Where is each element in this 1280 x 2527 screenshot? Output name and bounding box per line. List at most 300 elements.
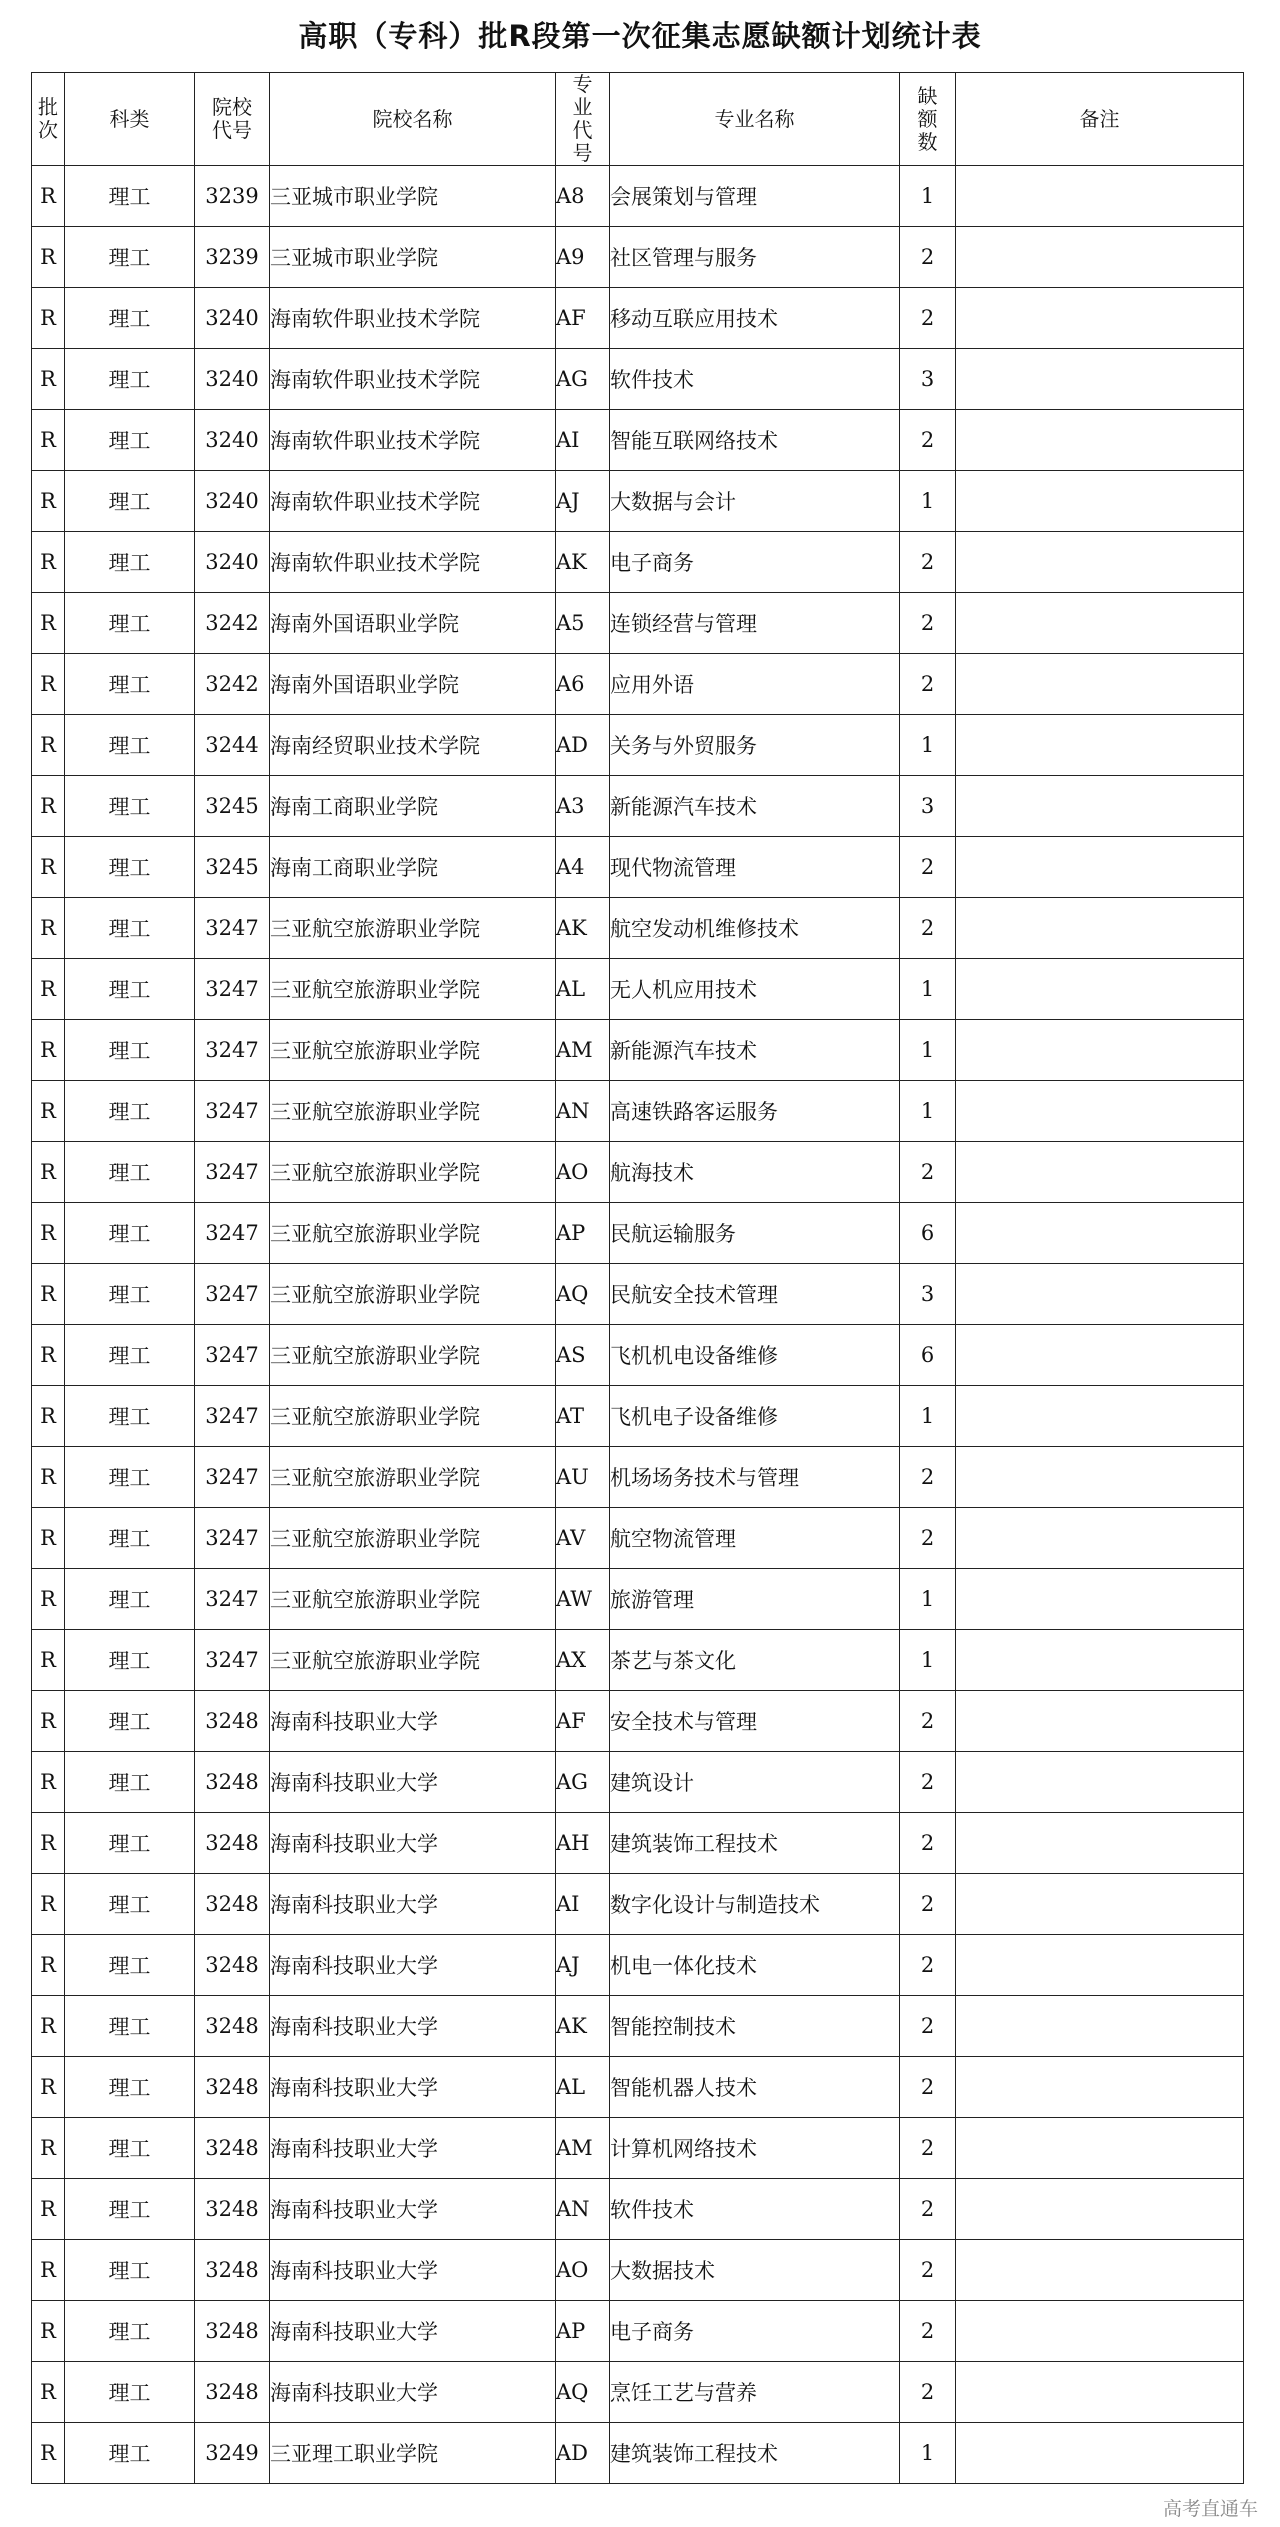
cell-shortfall: 2 xyxy=(900,532,956,593)
cell-major-name: 智能机器人技术 xyxy=(610,2057,900,2118)
table-row xyxy=(32,837,1244,898)
cell-batch: R xyxy=(32,1264,65,1325)
cell-shortfall: 2 xyxy=(900,1691,956,1752)
cell-school-code: 3242 xyxy=(195,593,270,654)
cell-school-name: 三亚城市职业学院 xyxy=(270,227,556,288)
cell-major-code: AW xyxy=(556,1569,610,1630)
cell-remark xyxy=(956,1691,1244,1752)
cell-batch: R xyxy=(32,166,65,227)
cell-category: 理工 xyxy=(65,2301,195,2362)
table-row xyxy=(32,1813,1244,1874)
cell-major-code: AM xyxy=(556,2118,610,2179)
cell-major-code: AP xyxy=(556,2301,610,2362)
table-row xyxy=(32,2179,1244,2240)
cell-batch: R xyxy=(32,349,65,410)
cell-category: 理工 xyxy=(65,349,195,410)
cell-major-code: A9 xyxy=(556,227,610,288)
table-row xyxy=(32,1569,1244,1630)
table-row xyxy=(32,1508,1244,1569)
table-row xyxy=(32,166,1244,227)
cell-remark xyxy=(956,349,1244,410)
cell-major-name: 社区管理与服务 xyxy=(610,227,900,288)
cell-batch: R xyxy=(32,776,65,837)
cell-major-name: 机场场务技术与管理 xyxy=(610,1447,900,1508)
cell-remark xyxy=(956,2362,1244,2423)
cell-school-name: 海南科技职业大学 xyxy=(270,1996,556,2057)
cell-shortfall: 2 xyxy=(900,1447,956,1508)
cell-remark xyxy=(956,532,1244,593)
cell-shortfall: 1 xyxy=(900,1630,956,1691)
cell-category: 理工 xyxy=(65,1203,195,1264)
cell-category: 理工 xyxy=(65,1264,195,1325)
cell-remark xyxy=(956,1508,1244,1569)
cell-school-code: 3247 xyxy=(195,1630,270,1691)
cell-category: 理工 xyxy=(65,1569,195,1630)
cell-category: 理工 xyxy=(65,2057,195,2118)
table-row xyxy=(32,1447,1244,1508)
table-row xyxy=(32,2240,1244,2301)
cell-major-code: AG xyxy=(556,1752,610,1813)
cell-major-code: AH xyxy=(556,1813,610,1874)
cell-remark xyxy=(956,1020,1244,1081)
cell-major-name: 数字化设计与制造技术 xyxy=(610,1874,900,1935)
cell-school-name: 三亚航空旅游职业学院 xyxy=(270,1325,556,1386)
cell-major-name: 智能互联网络技术 xyxy=(610,410,900,471)
cell-remark xyxy=(956,1630,1244,1691)
cell-major-name: 关务与外贸服务 xyxy=(610,715,900,776)
cell-remark xyxy=(956,288,1244,349)
cell-major-code: AJ xyxy=(556,471,610,532)
cell-shortfall: 1 xyxy=(900,1081,956,1142)
cell-category: 理工 xyxy=(65,1142,195,1203)
cell-category: 理工 xyxy=(65,1386,195,1447)
cell-shortfall: 1 xyxy=(900,1569,956,1630)
cell-shortfall: 2 xyxy=(900,1935,956,1996)
table-row xyxy=(32,532,1244,593)
cell-major-name: 飞机电子设备维修 xyxy=(610,1386,900,1447)
cell-batch: R xyxy=(32,2057,65,2118)
header-batch: 批次 xyxy=(32,73,65,166)
cell-batch: R xyxy=(32,2362,65,2423)
cell-school-code: 3248 xyxy=(195,1813,270,1874)
cell-batch: R xyxy=(32,593,65,654)
cell-remark xyxy=(956,593,1244,654)
cell-batch: R xyxy=(32,471,65,532)
cell-remark xyxy=(956,2118,1244,2179)
cell-school-name: 海南科技职业大学 xyxy=(270,1935,556,1996)
cell-category: 理工 xyxy=(65,166,195,227)
cell-major-name: 民航运输服务 xyxy=(610,1203,900,1264)
table-row xyxy=(32,1691,1244,1752)
cell-school-code: 3240 xyxy=(195,349,270,410)
table-row xyxy=(32,1996,1244,2057)
cell-school-name: 海南科技职业大学 xyxy=(270,2362,556,2423)
cell-shortfall: 2 xyxy=(900,2240,956,2301)
cell-school-code: 3248 xyxy=(195,1996,270,2057)
cell-major-name: 电子商务 xyxy=(610,532,900,593)
cell-school-name: 三亚航空旅游职业学院 xyxy=(270,898,556,959)
cell-remark xyxy=(956,1996,1244,2057)
cell-major-code: AO xyxy=(556,2240,610,2301)
header-school-name: 院校名称 xyxy=(270,73,556,166)
cell-school-code: 3248 xyxy=(195,1752,270,1813)
cell-remark xyxy=(956,410,1244,471)
cell-major-code: AG xyxy=(556,349,610,410)
cell-school-code: 3248 xyxy=(195,2240,270,2301)
cell-major-name: 飞机机电设备维修 xyxy=(610,1325,900,1386)
cell-remark xyxy=(956,1203,1244,1264)
cell-batch: R xyxy=(32,1996,65,2057)
cell-major-code: A6 xyxy=(556,654,610,715)
cell-category: 理工 xyxy=(65,2423,195,2484)
cell-category: 理工 xyxy=(65,471,195,532)
cell-shortfall: 2 xyxy=(900,2301,956,2362)
cell-batch: R xyxy=(32,532,65,593)
cell-school-code: 3248 xyxy=(195,2179,270,2240)
cell-school-code: 3247 xyxy=(195,1447,270,1508)
cell-school-name: 海南科技职业大学 xyxy=(270,1691,556,1752)
cell-major-code: AI xyxy=(556,410,610,471)
cell-major-code: AO xyxy=(556,1142,610,1203)
header-shortfall: 缺额数 xyxy=(900,73,956,166)
cell-school-code: 3239 xyxy=(195,227,270,288)
cell-school-code: 3245 xyxy=(195,837,270,898)
cell-shortfall: 2 xyxy=(900,1996,956,2057)
cell-remark xyxy=(956,1569,1244,1630)
cell-major-code: AS xyxy=(556,1325,610,1386)
table-row xyxy=(32,349,1244,410)
cell-remark xyxy=(956,2179,1244,2240)
cell-category: 理工 xyxy=(65,715,195,776)
cell-category: 理工 xyxy=(65,2362,195,2423)
cell-major-name: 现代物流管理 xyxy=(610,837,900,898)
cell-category: 理工 xyxy=(65,837,195,898)
cell-major-name: 大数据技术 xyxy=(610,2240,900,2301)
cell-school-name: 三亚城市职业学院 xyxy=(270,166,556,227)
cell-shortfall: 1 xyxy=(900,715,956,776)
cell-shortfall: 1 xyxy=(900,2423,956,2484)
cell-remark xyxy=(956,1447,1244,1508)
table-row xyxy=(32,1630,1244,1691)
table-row xyxy=(32,776,1244,837)
cell-remark xyxy=(956,1813,1244,1874)
cell-school-name: 三亚航空旅游职业学院 xyxy=(270,1447,556,1508)
cell-shortfall: 2 xyxy=(900,593,956,654)
cell-school-name: 海南科技职业大学 xyxy=(270,1874,556,1935)
cell-batch: R xyxy=(32,1386,65,1447)
cell-school-name: 海南科技职业大学 xyxy=(270,1752,556,1813)
cell-shortfall: 2 xyxy=(900,2057,956,2118)
cell-batch: R xyxy=(32,2301,65,2362)
cell-major-code: AL xyxy=(556,2057,610,2118)
cell-school-code: 3247 xyxy=(195,1569,270,1630)
cell-major-code: AP xyxy=(556,1203,610,1264)
cell-school-code: 3247 xyxy=(195,1020,270,1081)
cell-remark xyxy=(956,227,1244,288)
cell-remark xyxy=(956,2423,1244,2484)
cell-category: 理工 xyxy=(65,1081,195,1142)
cell-batch: R xyxy=(32,1569,65,1630)
cell-school-name: 海南工商职业学院 xyxy=(270,837,556,898)
table-row xyxy=(32,959,1244,1020)
cell-shortfall: 2 xyxy=(900,2362,956,2423)
cell-remark xyxy=(956,2301,1244,2362)
cell-school-code: 3248 xyxy=(195,2057,270,2118)
cell-batch: R xyxy=(32,1630,65,1691)
cell-school-code: 3247 xyxy=(195,1081,270,1142)
cell-category: 理工 xyxy=(65,2179,195,2240)
table-row xyxy=(32,1752,1244,1813)
cell-remark xyxy=(956,1081,1244,1142)
cell-batch: R xyxy=(32,2240,65,2301)
cell-category: 理工 xyxy=(65,1691,195,1752)
cell-school-code: 3239 xyxy=(195,166,270,227)
cell-major-code: AK xyxy=(556,898,610,959)
header-major-name: 专业名称 xyxy=(610,73,900,166)
table-row xyxy=(32,2423,1244,2484)
cell-batch: R xyxy=(32,715,65,776)
cell-shortfall: 1 xyxy=(900,166,956,227)
cell-school-name: 海南软件职业技术学院 xyxy=(270,288,556,349)
cell-category: 理工 xyxy=(65,2240,195,2301)
cell-school-code: 3247 xyxy=(195,959,270,1020)
cell-school-code: 3247 xyxy=(195,1203,270,1264)
cell-major-name: 新能源汽车技术 xyxy=(610,776,900,837)
cell-school-name: 三亚航空旅游职业学院 xyxy=(270,1630,556,1691)
cell-remark xyxy=(956,776,1244,837)
cell-remark xyxy=(956,1142,1244,1203)
cell-school-code: 3247 xyxy=(195,1386,270,1447)
watermark: 高考直通车 xyxy=(1162,2498,1258,2520)
cell-category: 理工 xyxy=(65,593,195,654)
table-row xyxy=(32,1264,1244,1325)
cell-batch: R xyxy=(32,227,65,288)
cell-batch: R xyxy=(32,1874,65,1935)
cell-major-code: AQ xyxy=(556,2362,610,2423)
cell-major-name: 大数据与会计 xyxy=(610,471,900,532)
table-row xyxy=(32,593,1244,654)
table-row xyxy=(32,410,1244,471)
cell-major-name: 高速铁路客运服务 xyxy=(610,1081,900,1142)
cell-major-code: AM xyxy=(556,1020,610,1081)
cell-batch: R xyxy=(32,410,65,471)
cell-category: 理工 xyxy=(65,1813,195,1874)
cell-category: 理工 xyxy=(65,532,195,593)
cell-school-name: 三亚航空旅游职业学院 xyxy=(270,959,556,1020)
cell-category: 理工 xyxy=(65,410,195,471)
cell-school-code: 3248 xyxy=(195,1691,270,1752)
cell-batch: R xyxy=(32,2179,65,2240)
cell-batch: R xyxy=(32,1691,65,1752)
cell-major-name: 软件技术 xyxy=(610,349,900,410)
cell-category: 理工 xyxy=(65,654,195,715)
cell-major-name: 航空发动机维修技术 xyxy=(610,898,900,959)
cell-school-code: 3247 xyxy=(195,898,270,959)
cell-category: 理工 xyxy=(65,898,195,959)
cell-school-code: 3247 xyxy=(195,1325,270,1386)
table-row xyxy=(32,715,1244,776)
cell-shortfall: 1 xyxy=(900,1386,956,1447)
cell-category: 理工 xyxy=(65,1935,195,1996)
cell-school-name: 海南科技职业大学 xyxy=(270,2240,556,2301)
cell-major-name: 移动互联应用技术 xyxy=(610,288,900,349)
cell-major-name: 机电一体化技术 xyxy=(610,1935,900,1996)
cell-school-name: 海南科技职业大学 xyxy=(270,2118,556,2179)
cell-major-name: 建筑设计 xyxy=(610,1752,900,1813)
cell-school-name: 海南软件职业技术学院 xyxy=(270,349,556,410)
table-row xyxy=(32,1874,1244,1935)
cell-category: 理工 xyxy=(65,1630,195,1691)
cell-major-code: AT xyxy=(556,1386,610,1447)
cell-remark xyxy=(956,715,1244,776)
cell-remark xyxy=(956,2057,1244,2118)
cell-shortfall: 2 xyxy=(900,1142,956,1203)
cell-school-code: 3240 xyxy=(195,532,270,593)
cell-remark xyxy=(956,837,1244,898)
cell-shortfall: 6 xyxy=(900,1203,956,1264)
cell-batch: R xyxy=(32,1752,65,1813)
cell-school-code: 3247 xyxy=(195,1142,270,1203)
cell-major-code: AN xyxy=(556,2179,610,2240)
cell-school-code: 3240 xyxy=(195,410,270,471)
cell-major-code: A4 xyxy=(556,837,610,898)
cell-major-code: AJ xyxy=(556,1935,610,1996)
cell-school-name: 海南工商职业学院 xyxy=(270,776,556,837)
cell-school-name: 三亚航空旅游职业学院 xyxy=(270,1386,556,1447)
cell-shortfall: 2 xyxy=(900,1813,956,1874)
cell-major-code: AI xyxy=(556,1874,610,1935)
cell-school-code: 3248 xyxy=(195,2362,270,2423)
table-row xyxy=(32,227,1244,288)
cell-shortfall: 2 xyxy=(900,1874,956,1935)
cell-category: 理工 xyxy=(65,288,195,349)
cell-school-code: 3248 xyxy=(195,2301,270,2362)
cell-school-name: 三亚航空旅游职业学院 xyxy=(270,1264,556,1325)
cell-shortfall: 2 xyxy=(900,837,956,898)
cell-batch: R xyxy=(32,288,65,349)
table-row xyxy=(32,898,1244,959)
cell-category: 理工 xyxy=(65,1325,195,1386)
cell-major-code: AF xyxy=(556,1691,610,1752)
cell-school-code: 3244 xyxy=(195,715,270,776)
table-row xyxy=(32,2362,1244,2423)
cell-shortfall: 1 xyxy=(900,471,956,532)
cell-school-code: 3245 xyxy=(195,776,270,837)
cell-major-name: 应用外语 xyxy=(610,654,900,715)
cell-school-code: 3247 xyxy=(195,1508,270,1569)
cell-major-name: 软件技术 xyxy=(610,2179,900,2240)
cell-batch: R xyxy=(32,1447,65,1508)
header-category: 科类 xyxy=(65,73,195,166)
table-row xyxy=(32,1935,1244,1996)
table-row xyxy=(32,2057,1244,2118)
cell-shortfall: 2 xyxy=(900,410,956,471)
cell-major-name: 计算机网络技术 xyxy=(610,2118,900,2179)
cell-shortfall: 6 xyxy=(900,1325,956,1386)
cell-remark xyxy=(956,1325,1244,1386)
cell-shortfall: 2 xyxy=(900,654,956,715)
cell-major-code: A3 xyxy=(556,776,610,837)
cell-remark xyxy=(956,654,1244,715)
cell-category: 理工 xyxy=(65,1752,195,1813)
cell-remark xyxy=(956,898,1244,959)
cell-category: 理工 xyxy=(65,1020,195,1081)
cell-shortfall: 3 xyxy=(900,776,956,837)
cell-major-code: AL xyxy=(556,959,610,1020)
cell-school-name: 三亚航空旅游职业学院 xyxy=(270,1569,556,1630)
table-row xyxy=(32,1020,1244,1081)
cell-major-name: 新能源汽车技术 xyxy=(610,1020,900,1081)
cell-category: 理工 xyxy=(65,776,195,837)
cell-school-name: 海南软件职业技术学院 xyxy=(270,532,556,593)
cell-school-name: 三亚航空旅游职业学院 xyxy=(270,1142,556,1203)
cell-remark xyxy=(956,1386,1244,1447)
cell-school-name: 三亚航空旅游职业学院 xyxy=(270,1203,556,1264)
table-row xyxy=(32,288,1244,349)
cell-school-code: 3240 xyxy=(195,471,270,532)
cell-school-name: 三亚航空旅游职业学院 xyxy=(270,1020,556,1081)
cell-remark xyxy=(956,1874,1244,1935)
cell-school-name: 海南科技职业大学 xyxy=(270,2179,556,2240)
cell-major-code: A5 xyxy=(556,593,610,654)
cell-category: 理工 xyxy=(65,227,195,288)
cell-batch: R xyxy=(32,1325,65,1386)
cell-shortfall: 2 xyxy=(900,2179,956,2240)
cell-major-name: 建筑装饰工程技术 xyxy=(610,2423,900,2484)
cell-major-name: 民航安全技术管理 xyxy=(610,1264,900,1325)
table-row xyxy=(32,654,1244,715)
cell-batch: R xyxy=(32,654,65,715)
cell-school-code: 3248 xyxy=(195,1874,270,1935)
cell-batch: R xyxy=(32,1935,65,1996)
cell-batch: R xyxy=(32,1203,65,1264)
header-remark: 备注 xyxy=(956,73,1244,166)
cell-remark xyxy=(956,959,1244,1020)
cell-shortfall: 2 xyxy=(900,288,956,349)
cell-major-name: 智能控制技术 xyxy=(610,1996,900,2057)
cell-batch: R xyxy=(32,959,65,1020)
header-major-code: 专业代号 xyxy=(556,73,610,166)
cell-shortfall: 3 xyxy=(900,1264,956,1325)
cell-category: 理工 xyxy=(65,959,195,1020)
table-row xyxy=(32,2301,1244,2362)
table-row xyxy=(32,1386,1244,1447)
table-row xyxy=(32,1142,1244,1203)
cell-major-code: AN xyxy=(556,1081,610,1142)
cell-major-name: 航空物流管理 xyxy=(610,1508,900,1569)
cell-batch: R xyxy=(32,2423,65,2484)
cell-major-name: 建筑装饰工程技术 xyxy=(610,1813,900,1874)
cell-remark xyxy=(956,1935,1244,1996)
cell-major-code: AD xyxy=(556,2423,610,2484)
cell-shortfall: 2 xyxy=(900,1752,956,1813)
cell-school-name: 海南软件职业技术学院 xyxy=(270,410,556,471)
quota-table xyxy=(31,72,1244,2484)
cell-major-name: 航海技术 xyxy=(610,1142,900,1203)
cell-school-name: 三亚理工职业学院 xyxy=(270,2423,556,2484)
cell-batch: R xyxy=(32,837,65,898)
cell-remark xyxy=(956,166,1244,227)
cell-school-code: 3240 xyxy=(195,288,270,349)
cell-major-name: 安全技术与管理 xyxy=(610,1691,900,1752)
cell-school-code: 3248 xyxy=(195,2118,270,2179)
cell-major-code: A8 xyxy=(556,166,610,227)
table-header-row xyxy=(32,73,1244,166)
cell-school-name: 海南软件职业技术学院 xyxy=(270,471,556,532)
table-row xyxy=(32,471,1244,532)
cell-major-code: AX xyxy=(556,1630,610,1691)
table-row xyxy=(32,2118,1244,2179)
